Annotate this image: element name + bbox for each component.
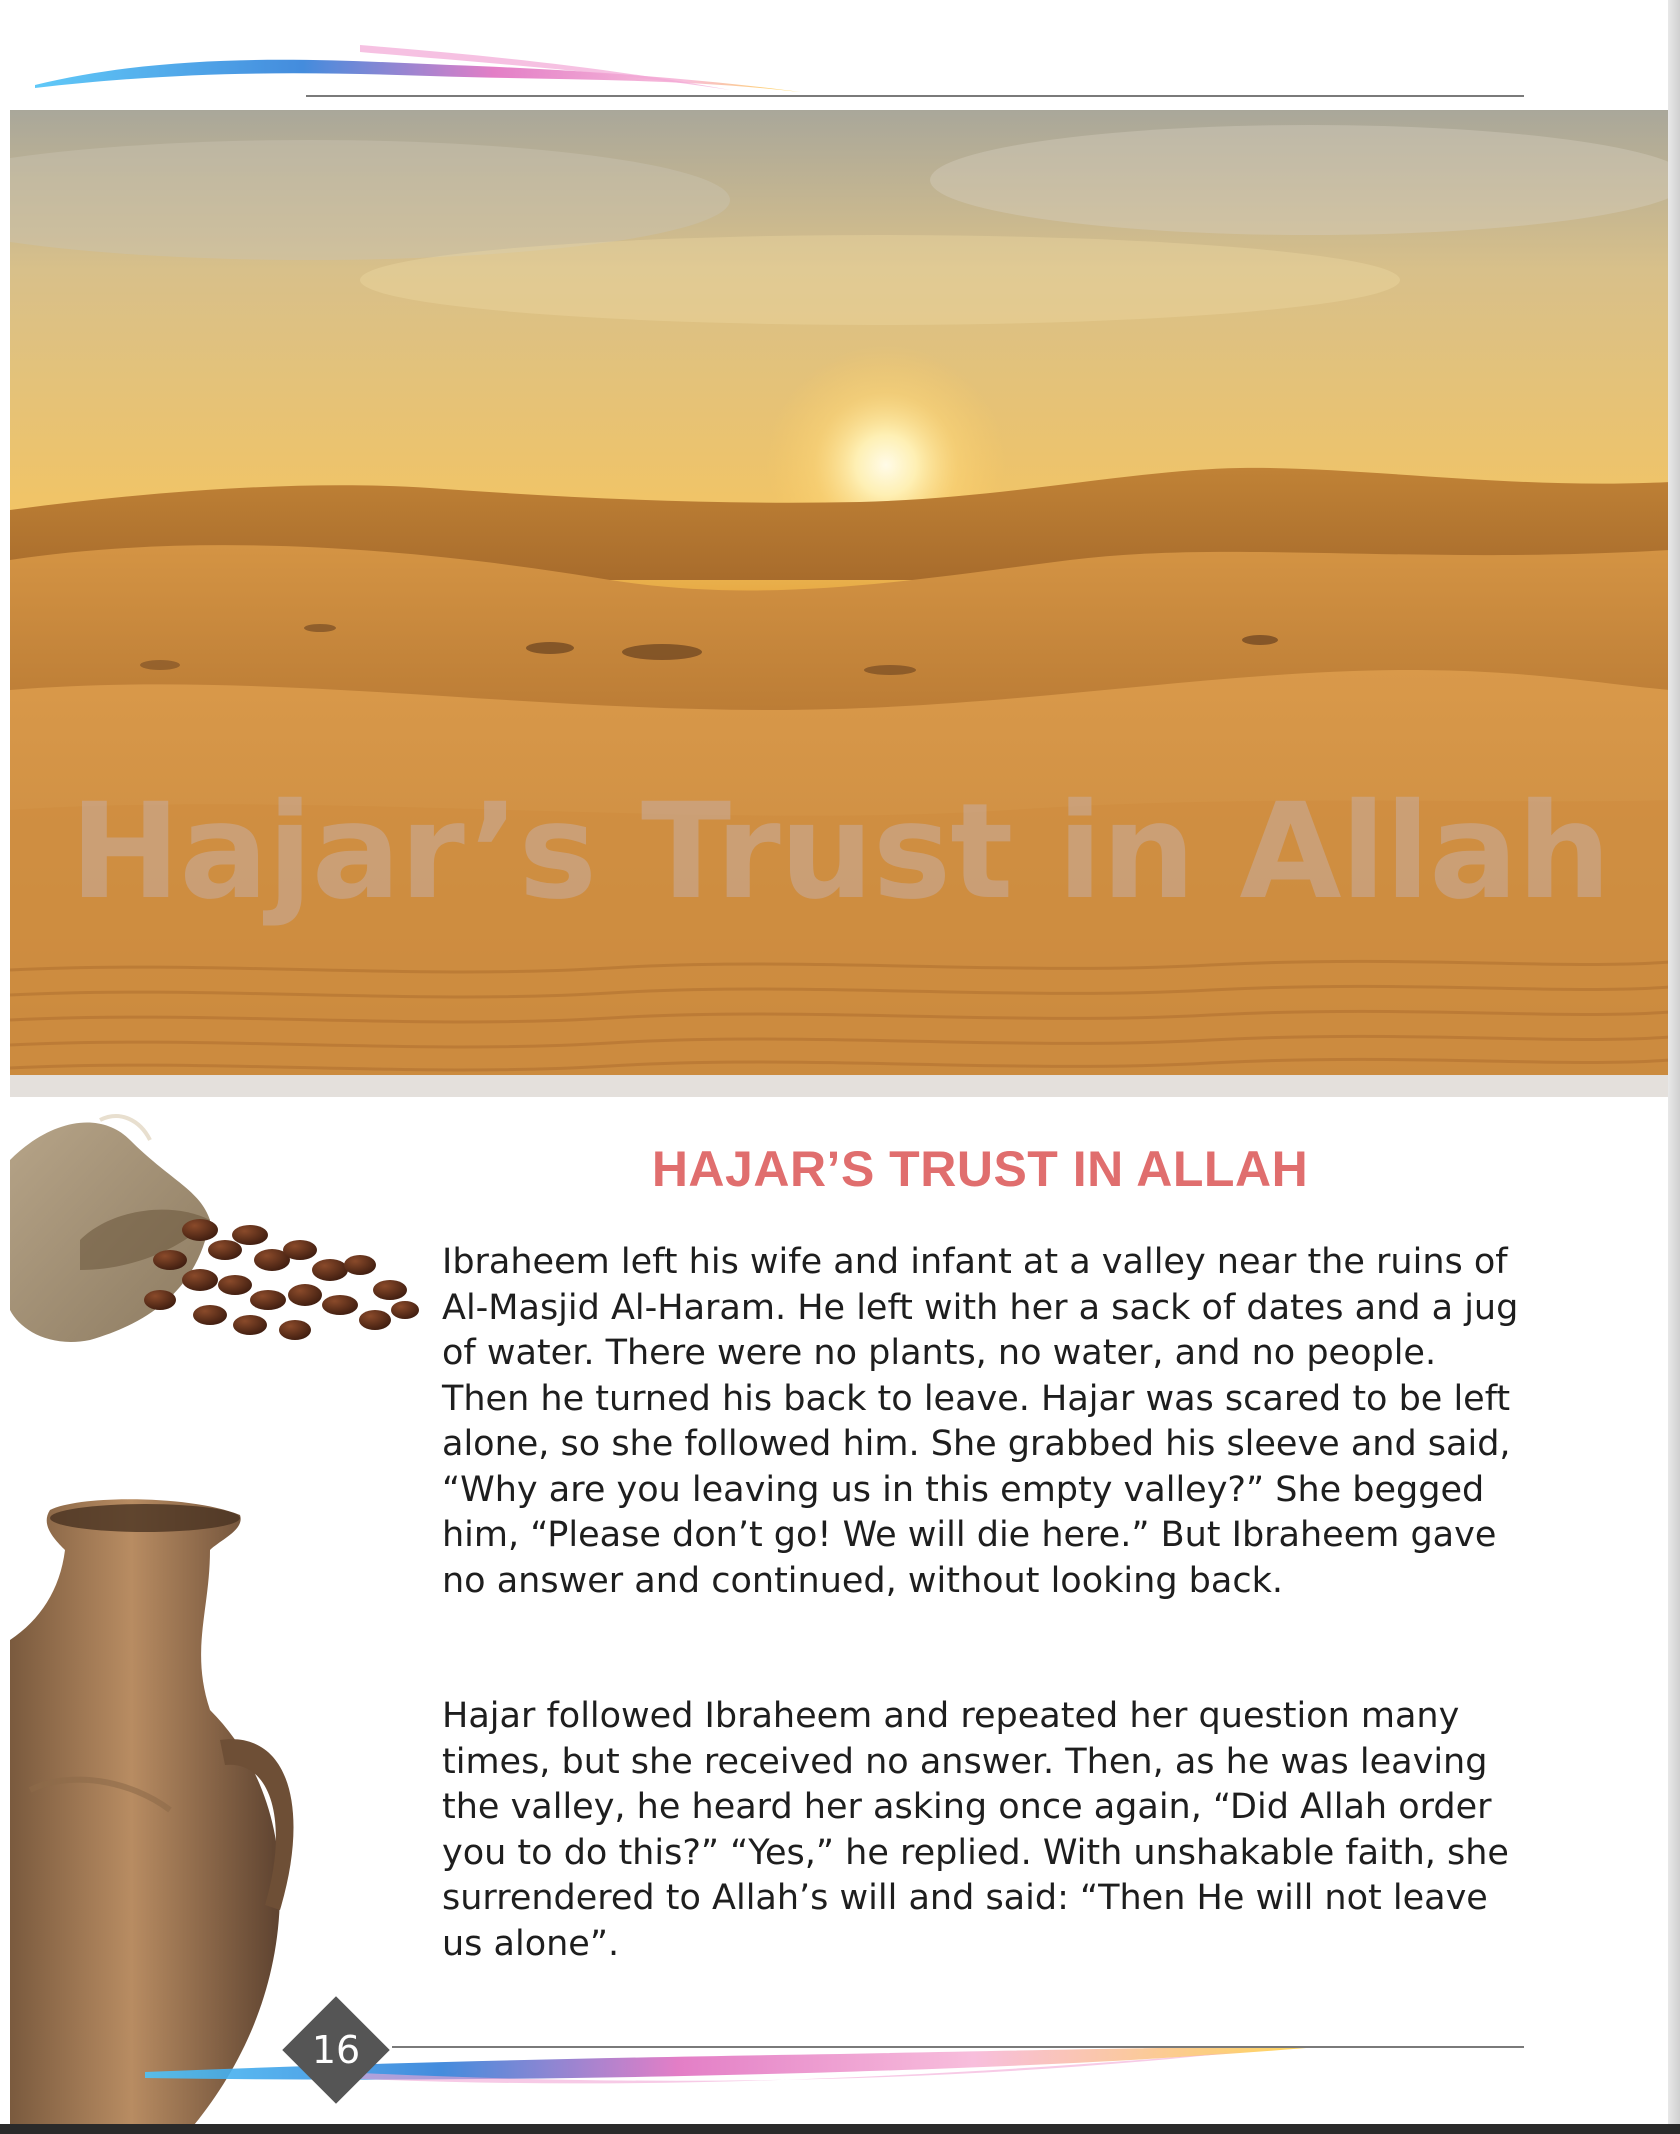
hero-bottom-band [10,1075,1670,1097]
page-bottom-edge [0,2124,1680,2134]
desert-sunset-illustration [10,110,1670,1075]
top-rule [306,95,1524,97]
hero-title: Hajar’s Trust in Allah [69,775,1611,929]
top-decorative-swoosh [30,30,810,100]
article-heading: HAJAR’S TRUST IN ALLAH [651,1141,1309,1197]
page-number-badge [282,1996,390,2104]
bottom-rule [392,2046,1524,2048]
hero-desert-image [10,110,1670,1075]
sack-of-dates-image [10,1100,430,1360]
page-number: 16 [311,2028,361,2072]
article-paragraph-1: Ibraheem left his wife and infant at a valley near the ruins of Al-Masjid Al-Haram. He left with her a sack of dates and a jug of water. There were no plants, no water, and no people. Then he turned his back to leave. Hajar was scared to be left alone, so she followed him. She grabbed his sleeve and said, “Why are you leaving us in this empty valley?” She begged him, “Please don’t go! We will die here.” But Ibraheem gave no answer and continued, without looking back. [442,1242,1519,1601]
article-paragraph-2: Hajar followed Ibraheem and repeated her question many times, but she received no answer. Then, as he was leaving the valley, he heard her asking once again, “Did Allah order you to do this?” “Yes,” he replied. With unshakable faith, she surrendered to Allah’s will and said: “Then He will not leave us alone”. [442,1696,1509,1964]
page-right-edge [1668,0,1680,2134]
